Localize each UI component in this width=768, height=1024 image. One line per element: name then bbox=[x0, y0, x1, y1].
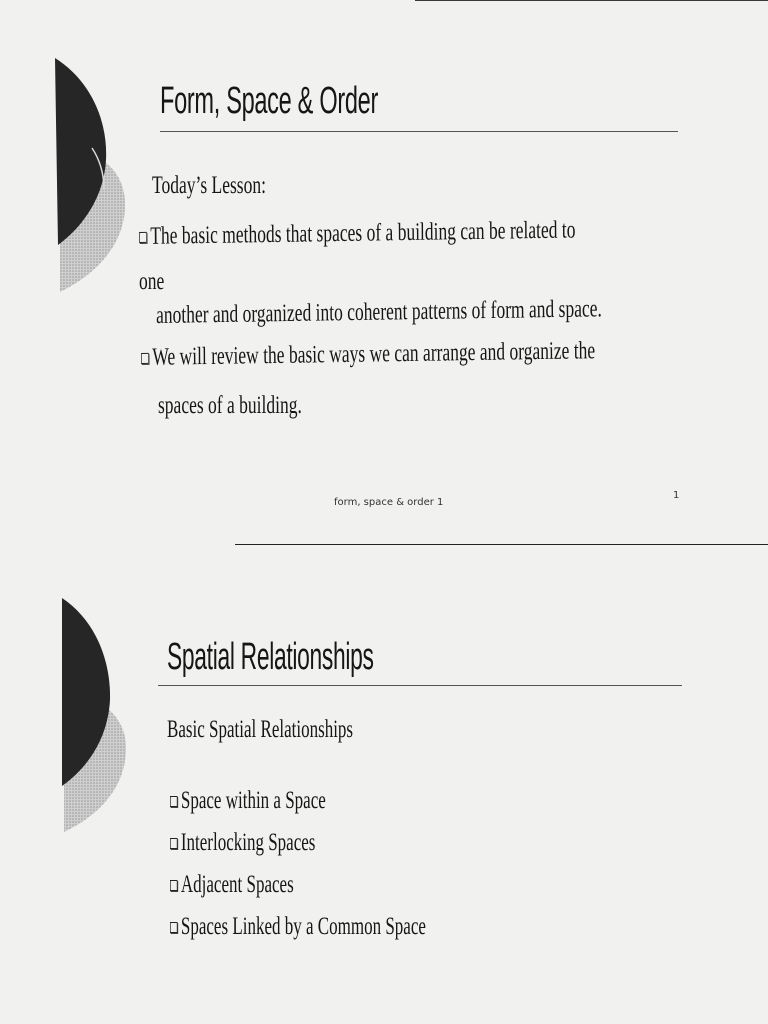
list-item bbox=[170, 787, 326, 815]
bullet-line-continued: another and organized into coherent patterns of form and space. bbox=[156, 295, 602, 329]
list-item-text: Interlocking Spaces bbox=[180, 829, 316, 856]
bullet-line bbox=[141, 337, 595, 372]
slide-1-subtitle: Today’s Lesson: bbox=[152, 172, 266, 199]
slide-1-title: Form, Space & Order bbox=[160, 80, 379, 122]
bullet-line-wrap: one bbox=[139, 268, 165, 295]
title-rule bbox=[158, 685, 682, 686]
decorative-crescent-graphic bbox=[0, 548, 140, 848]
list-item-text: Adjacent Spaces bbox=[180, 871, 294, 898]
slide-2-title: Spatial Relationships bbox=[167, 636, 374, 678]
list-item bbox=[170, 913, 426, 941]
list-item bbox=[170, 871, 294, 899]
checkbox-bullet-icon bbox=[141, 353, 149, 364]
slide-separator bbox=[235, 544, 768, 545]
checkbox-bullet-icon bbox=[170, 922, 177, 933]
list-item bbox=[170, 829, 315, 857]
slide-footer: form, space & order 1 bbox=[334, 497, 444, 508]
title-rule bbox=[160, 131, 678, 132]
bullet-text: The basic methods that spaces of a building can be related to bbox=[150, 216, 576, 250]
slide-2 bbox=[0, 548, 768, 1024]
page-number: 1 bbox=[673, 490, 680, 501]
checkbox-bullet-icon bbox=[170, 880, 177, 891]
bullet-line bbox=[139, 216, 576, 251]
list-item-text: Space within a Space bbox=[180, 787, 326, 814]
list-item-text: Spaces Linked by a Common Space bbox=[180, 913, 426, 940]
scan-edge-top bbox=[415, 0, 768, 1]
decorative-crescent-graphic bbox=[0, 0, 140, 300]
checkbox-bullet-icon bbox=[170, 796, 177, 807]
bullet-text: We will review the basic ways we can arrange and organize the bbox=[152, 337, 596, 371]
checkbox-bullet-icon bbox=[139, 232, 147, 243]
checkbox-bullet-icon bbox=[170, 838, 177, 849]
bullet-line-continued: spaces of a building. bbox=[158, 392, 302, 419]
slide-2-subtitle: Basic Spatial Relationships bbox=[167, 716, 354, 743]
